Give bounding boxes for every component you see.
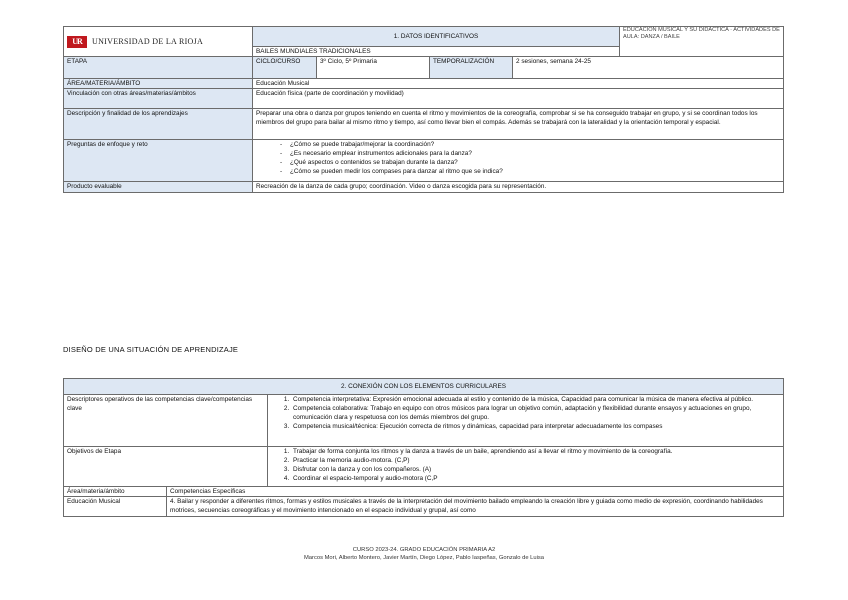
list-item: - ¿Es necesario emplear instrumentos adicionales para la danza? xyxy=(292,149,780,158)
competencias-value: 4. Bailar y responder a diferentes ritmos, formas y estilos musicales a través de la interpretación del movimiento bailado empleando la creación libre y guiada como medio de expresión, coordinando habilidades motrices, secuencias coreográficas y el movimiento intencionado en el espacio individual y grupal, así como xyxy=(167,497,784,517)
descriptores-label: Descriptores operativos de las competencias clave/competencias clave xyxy=(64,395,268,447)
university-logo-icon: UR xyxy=(67,36,87,48)
objetivos-list xyxy=(271,447,780,483)
temporalizacion-label: TEMPORALIZACIÓN xyxy=(430,57,513,79)
list-item: 3. Disfrutar con la danza y con los compañeros. (A) xyxy=(291,465,780,474)
page-footer xyxy=(0,546,848,562)
university-logo xyxy=(67,36,249,48)
list-item: 2. Competencia colaborativa: Trabajo en equipo con otros músicos para lograr un objetivo común, adaptación y flexibilidad durante ensayos y actuaciones en grupo, comunicación clara y respetuosa con los demás miembros del grupo. xyxy=(291,404,780,422)
university-name: UNIVERSIDAD DE LA RIOJA xyxy=(92,37,204,46)
list-item: 1. Competencia interpretativa: Expresión emocional adecuada al estilo y contenido de la música, Capacidad para comunicar la música de manera efectiva al público. xyxy=(291,395,780,404)
area-value: Educación Musical xyxy=(253,79,784,89)
footer-course: CURSO 2023-24. GRADO EDUCACIÓN PRIMARIA A2 xyxy=(352,547,496,553)
area-label: ÁREA/MATERIA/ÁMBITO xyxy=(64,79,253,89)
preguntas-label: Preguntas de enfoque y reto xyxy=(64,140,253,182)
preguntas-list xyxy=(256,140,780,176)
producto-label: Producto evaluable xyxy=(64,182,253,193)
competencias-label: Competencias Específicas xyxy=(167,487,784,497)
course-side-note: EDUCACIÓN MUSICAL Y SU DIDÁCTICA · ACTIVIDADES DE AULA: DANZA / BAILE xyxy=(620,27,784,57)
descripcion-value: Preparar una obra o danza por grupos teniendo en cuenta el ritmo y movimientos de la coreografía, comprobar si se ha conseguido trabajar en grupo, y si se coordinan todos los miembros del grupo para bailar al mismo ritmo y tiempo, así como llevar bien el compás. Además se trabajará con la lateralidad y la orientación temporal y espacial. xyxy=(253,109,784,140)
section1-title: 1. DATOS IDENTIFICATIVOS xyxy=(253,27,620,47)
objetivos-label: Objetivos de Etapa xyxy=(64,447,268,487)
titulo-value: BAILES MUNDIALES TRADICIONALES xyxy=(253,47,620,57)
identification-table xyxy=(63,26,784,193)
list-item: 2. Practicar la memoria audio-motora. (C,P) xyxy=(291,456,780,465)
list-item: - ¿Cómo se puede trabajar/mejorar la coordinación? xyxy=(292,140,780,149)
ciclo-value: 3º Ciclo, 5º Primaria xyxy=(317,57,430,79)
list-item: - ¿Cómo se pueden medir los compases para danzar al ritmo que se indica? xyxy=(292,167,780,176)
list-item: 3. Competencia musical/técnica: Ejecución correcta de ritmos y dinámicas, capacidad para interpretar adecuadamente los compases xyxy=(291,422,780,431)
vinculacion-value: Educación física (parte de coordinación y movilidad) xyxy=(253,89,784,109)
section2-title: 2. CONEXIÓN CON LOS ELEMENTOS CURRICULARES xyxy=(64,379,784,395)
descriptores-cell xyxy=(268,395,784,447)
vinculacion-label: Vinculación con otras áreas/materias/ámbitos xyxy=(64,89,253,109)
list-item: 4. Coordinar el espacio-temporal y audio-motora (C,P xyxy=(291,474,780,483)
curricular-table xyxy=(63,378,784,517)
logo-cell xyxy=(64,27,253,57)
temporalizacion-value: 2 sesiones, semana 24-25 xyxy=(513,57,784,79)
list-item: - ¿Qué aspectos o contenidos se trabajan durante la danza? xyxy=(292,158,780,167)
descriptores-list xyxy=(271,395,780,431)
footer-authors: Marcos Mori, Alberto Montero, Javier Martín, Diego López, Pablo Iaspeñas, Gonzalo de Luisa xyxy=(303,555,545,561)
area-materia-label: Área/materia/ámbito xyxy=(64,487,167,497)
area-materia-value: Educación Musical xyxy=(64,497,167,517)
list-item: 1. Trabajar de forma conjunta los ritmos y la danza a través de un baile, aprendiendo así a llevar el ritmo y movimiento de la coreografía. xyxy=(291,447,780,456)
ciclo-label: CICLO/CURSO xyxy=(253,57,317,79)
etapa-label: ETAPA xyxy=(64,57,253,79)
descripcion-label: Descripción y finalidad de los aprendizajes xyxy=(64,109,253,140)
objetivos-cell xyxy=(268,447,784,487)
producto-value: Recreación de la danza de cada grupo; coordinación. Video o danza escogida para su representación. xyxy=(253,182,784,193)
page-subtitle: DISEÑO DE UNA SITUACIÓN DE APRENDIZAJE xyxy=(63,345,239,354)
preguntas-cell xyxy=(253,140,784,182)
